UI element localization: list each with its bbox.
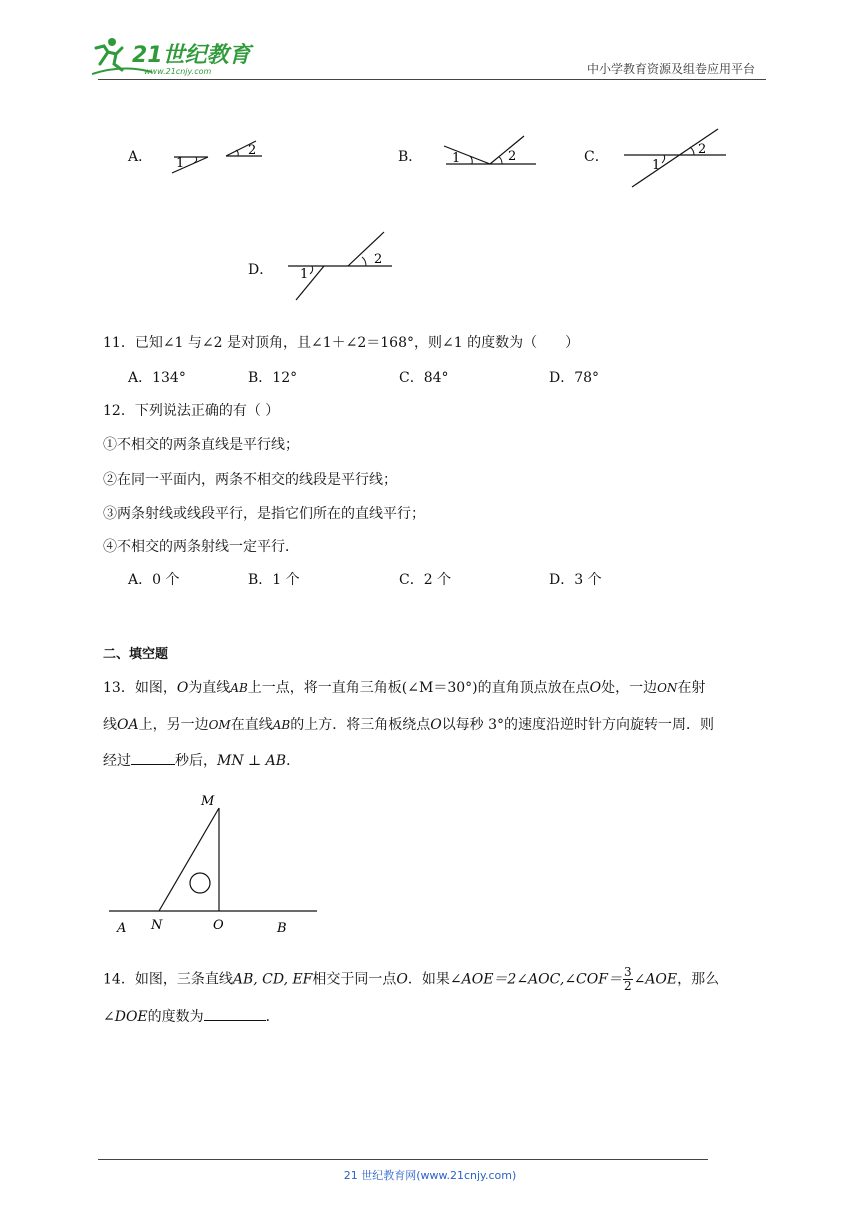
section-title: 二、填空题 — [103, 647, 169, 662]
q13-line-3 — [103, 750, 300, 770]
q10-option-d-figure — [288, 228, 398, 303]
q10-option-a-figure — [160, 135, 270, 180]
q10a-angle2: 2 — [248, 143, 257, 158]
q12-stem: 12．下列说法正确的有（ ） — [103, 403, 280, 419]
q13-l3a: 经过 — [103, 753, 131, 769]
q13-l1-O2: O — [589, 680, 602, 696]
q10-option-c-label: C． — [584, 149, 609, 165]
q13-l1b: 为直线 — [188, 680, 231, 696]
q14-fraction — [623, 966, 633, 993]
site-logo — [92, 34, 262, 80]
q13-l2b: 上，另一边 — [138, 717, 209, 733]
q13-l2-O: O — [430, 717, 442, 733]
q11-option-c: C．84° — [399, 370, 449, 386]
q13-l1a: 13．如图， — [103, 680, 177, 696]
q12-option-b: B．1 个 — [248, 572, 300, 588]
q10-option-b-figure — [440, 130, 540, 170]
q10d-angle1: 1 — [300, 267, 309, 282]
q13-label-B: B — [277, 921, 287, 936]
q13-line-2 — [103, 714, 714, 734]
q13-l1d: 的直角顶点放在点 — [477, 680, 590, 696]
q12-item-4: ④不相交的两条射线一定平行． — [103, 539, 299, 555]
q13-l2e: 以每秒 3°的速度沿逆时针方向旋转一周．则 — [441, 717, 715, 733]
q13-l2-OA: OA — [117, 717, 139, 733]
q13-l3b: 秒后， — [175, 753, 217, 769]
q13-l3-MN: MN ⊥ AB — [217, 753, 287, 769]
q10-option-c-figure — [622, 125, 732, 190]
q13-l2-OM: OM — [208, 718, 231, 732]
header-platform-text: 中小学教育资源及组卷应用平台 — [586, 62, 755, 76]
q10b-angle2: 2 — [508, 149, 517, 164]
q12-item-3: ③两条射线或线段平行，是指它们所在的直线平行； — [103, 506, 425, 522]
q13-answer-blank[interactable] — [131, 752, 175, 765]
q14-eq2: ∠AOE — [633, 971, 678, 988]
q13-l3c: ． — [286, 753, 301, 769]
q13-label-M: M — [201, 794, 215, 809]
q14-l1b: 相交于同一点 — [312, 971, 397, 988]
q10d-angle2: 2 — [374, 252, 383, 267]
q13-l2a: 线 — [103, 717, 117, 733]
header-divider — [98, 79, 766, 80]
q11-option-d: D．78° — [549, 370, 600, 386]
q10b-angle1: 1 — [452, 151, 461, 166]
q14-l1d: ，那么 — [677, 971, 720, 988]
q11-option-a: A．134° — [128, 370, 186, 386]
q14-frac-num: 3 — [623, 965, 632, 979]
logo-url: www.21cnjy.com — [144, 67, 212, 76]
q14-l1-lines: AB, CD, EF — [232, 971, 313, 988]
q12-option-c: C．2 个 — [399, 572, 452, 588]
q13-l2-AB: AB — [272, 718, 291, 732]
q13-label-A: A — [117, 921, 127, 936]
footer-text[interactable]: 21 世纪教育网(www.21cnjy.com) — [343, 1169, 517, 1182]
q10-option-b-label: B． — [398, 149, 423, 165]
q12-item-2: ②在同一平面内，两条不相交的线段是平行线； — [103, 472, 397, 488]
q13-l2c: 在直线 — [230, 717, 273, 733]
q13-line-1 — [103, 677, 705, 697]
q10c-angle1: 1 — [652, 158, 661, 173]
q13-l1c: 上一点，将一直角三角板 — [247, 680, 402, 696]
q10c-angle2: 2 — [698, 142, 707, 157]
q13-l1-ON: ON — [657, 681, 678, 695]
q13-l1-O: O — [176, 680, 189, 696]
q14-l1a: 14．如图，三条直线 — [103, 971, 233, 988]
q11-stem: 11．已知∠1 与∠2 是对顶角，且∠1＋∠2＝168°，则∠1 的度数为（ ） — [103, 335, 580, 351]
q12-option-d: D．3 个 — [549, 572, 602, 588]
q13-l1e: 处，一边 — [601, 680, 658, 696]
q14-l2a: ∠DOE — [103, 1009, 148, 1025]
q12-option-a: A．0 个 — [128, 572, 180, 588]
logo-text: 21世纪教育 — [132, 43, 251, 68]
q13-l1f: 在射 — [677, 680, 706, 696]
q14-l1-O: O — [396, 971, 408, 988]
q14-line-1 — [103, 966, 719, 993]
q10-option-d-label: D． — [248, 262, 274, 278]
q14-l2c: ． — [265, 1009, 280, 1025]
q13-label-N: N — [151, 918, 163, 933]
q13-l1-paren: (∠M＝30°) — [401, 680, 478, 696]
q14-l1c: ．如果 — [407, 971, 450, 988]
q13-l2d: 的上方．将三角板绕点 — [290, 717, 431, 733]
q14-eq1: ∠AOE＝2∠AOC,∠COF＝ — [449, 971, 622, 988]
q11-option-b: B．12° — [248, 370, 298, 386]
q14-l2b: 的度数为 — [147, 1009, 204, 1025]
q14-frac-den: 2 — [623, 979, 632, 993]
q10-option-a-label: A． — [128, 149, 153, 165]
q14-line-2 — [103, 1006, 280, 1026]
q13-label-O: O — [213, 918, 224, 933]
q13-l1-AB: AB — [230, 681, 248, 695]
q12-item-1: ①不相交的两条直线是平行线； — [103, 437, 299, 453]
q13-figure — [105, 790, 325, 940]
q14-answer-blank[interactable] — [204, 1008, 266, 1021]
footer-divider — [98, 1159, 708, 1160]
q10a-angle1: 1 — [176, 156, 185, 171]
